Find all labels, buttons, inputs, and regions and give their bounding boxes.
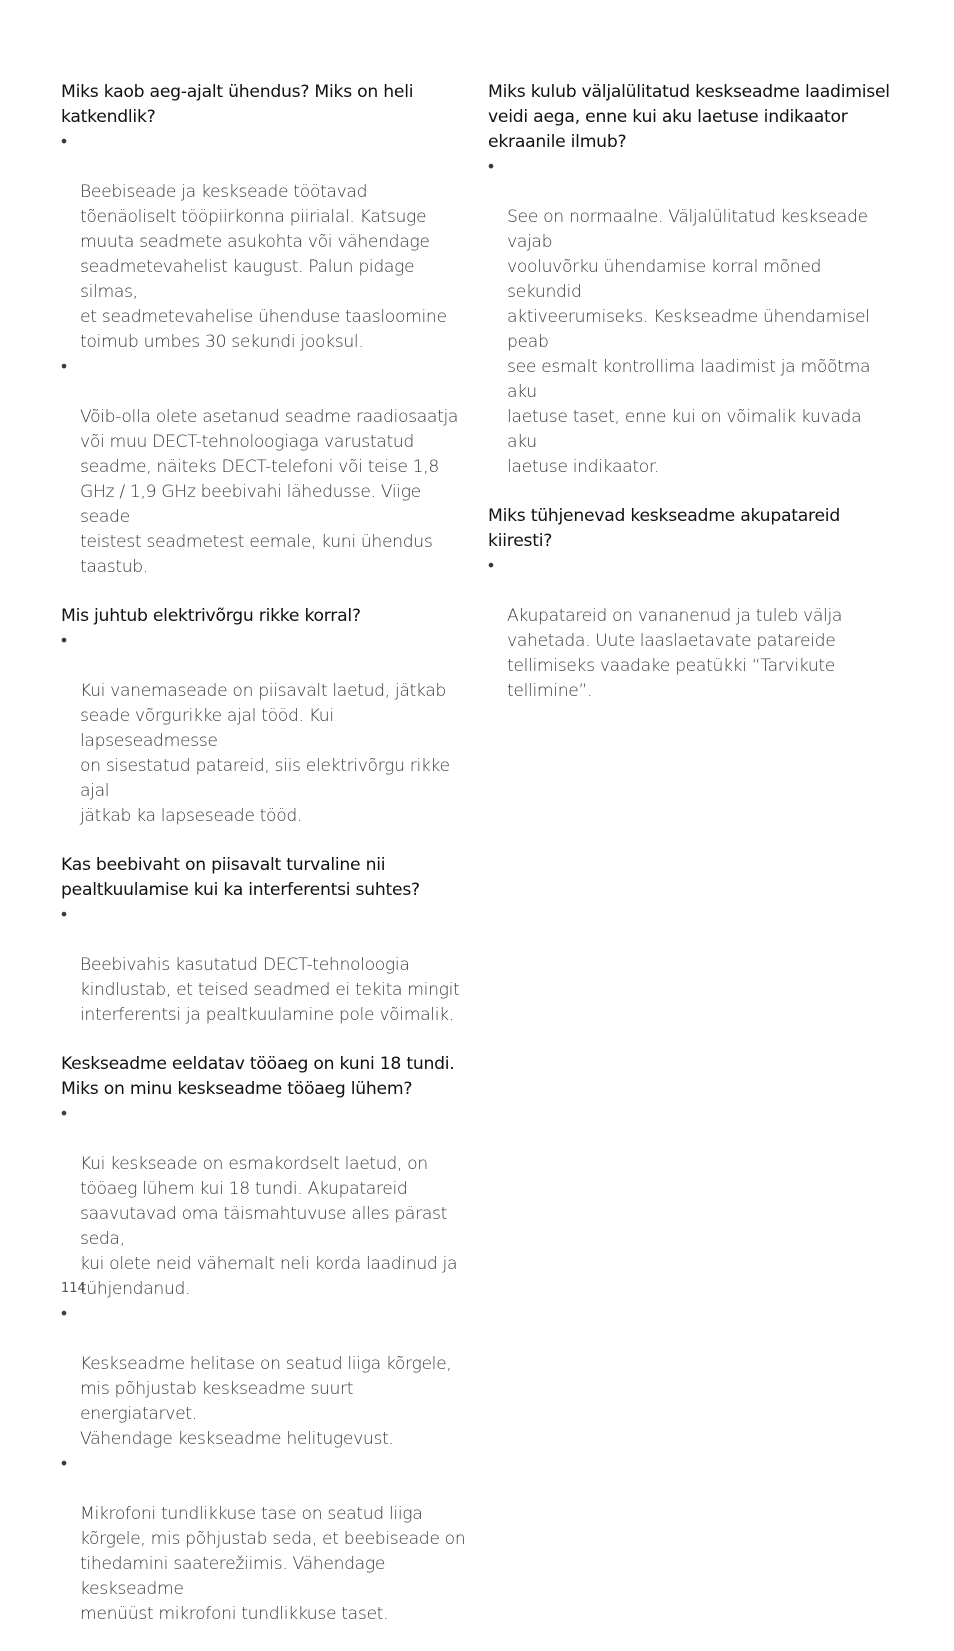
answer-item [61, 1302, 466, 1452]
answer-list [488, 554, 896, 704]
answer-text: Beebiseade ja keskseade töötavad tõenäoliselt tööpiirkonna piirialal. Katsuge muuta seadmete asukohta või vähendage seadmetevahelist kaugust. Palun pidage silmas, et seadmetevahelise ühenduse taasloomine toimub umbes 30 sekundi jooksul. [80, 182, 447, 352]
answer-item [61, 903, 466, 1028]
faq-section [61, 604, 466, 829]
faq-section [488, 504, 896, 704]
answer-text: Mikrofoni tundlikkuse tase on seatud liiga kõrgele, mis põhjustab seda, et beebiseade on tihedamini saaterežiimis. Vähendage keskseadme menüüst mikrofoni tundlikkuse taset. [80, 1504, 466, 1624]
bullet-icon: • [488, 556, 494, 576]
answer-text: See on normaalne. Väljalülitatud keskseade vajab vooluvõrku ühendamise korral mõned sekundid aktiveerumiseks. Keskseadme ühendamisel peab see esmalt kontrollima laadimist ja mõõtma aku laetuse taset, enne kui on võimalik kuvada aku laetuse indikaator. [507, 207, 871, 477]
answer-list [61, 629, 466, 829]
bullet-icon: • [488, 157, 494, 177]
faq-question: Kas beebivaht on piisavalt turvaline nii pealtkuulamise kui ka interferentsi suhtes? [61, 855, 420, 900]
faq-section [61, 80, 466, 580]
answer-item [61, 130, 466, 355]
answer-list [61, 130, 466, 580]
left-column [61, 80, 466, 1651]
right-column [488, 80, 896, 728]
faq-question: Mis juhtub elektrivõrgu rikke korral? [61, 606, 361, 626]
answer-text: Akupatareid on vananenud ja tuleb välja vahetada. Uute laaslaetavate patareide tellimiseks vaadake peatükki “Tarvikute tellimine”. [507, 606, 843, 701]
bullet-icon: • [61, 1104, 67, 1124]
bullet-icon: • [61, 631, 67, 651]
answer-text: Võib-olla olete asetanud seadme raadiosaatja või muu DECT-tehnoloogiaga varustatud seadme, näiteks DECT-telefoni või teise 1,8 GHz / 1,9 GHz beebivahi lähedusse. Viige seade teistest seadmetest eemale, kuni ühendus taastub. [80, 407, 459, 577]
bullet-icon: • [61, 357, 67, 377]
answer-text: Beebivahis kasutatud DECT-tehnoloogia kindlustab, et teised seadmed ei tekita mingit interferentsi ja pealtkuulamine pole võimalik. [80, 955, 460, 1025]
answer-list [61, 903, 466, 1028]
faq-question: Miks tühjenevad keskseadme akupatareid kiiresti? [488, 506, 840, 551]
answer-item [61, 629, 466, 829]
bullet-icon: • [61, 905, 67, 925]
faq-section [61, 853, 466, 1028]
bullet-icon: • [61, 1454, 67, 1474]
faq-section [488, 80, 896, 480]
answer-item [488, 554, 896, 704]
answer-list [488, 155, 896, 480]
answer-text: Kui keskseade on esmakordselt laetud, on tööaeg lühem kui 18 tundi. Akupatareid saavutavad oma täismahtuvuse alles pärast seda, kui olete neid vähemalt neli korda laadinud ja tühjendanud. [80, 1154, 458, 1299]
answer-text: Kui vanemaseade on piisavalt laetud, jätkab seade võrgurikke ajal tööd. Kui lapseseadmesse on sisestatud patareid, siis elektrivõrgu rikke ajal jätkab ka lapseseade tööd. [80, 681, 450, 826]
answer-text: Keskseadme helitase on seatud liiga kõrgele, mis põhjustab keskseadme suurt energiatarvet. Vähendage keskseadme helitugevust. [80, 1354, 452, 1449]
answer-item [61, 1102, 466, 1302]
page-number: 114 [61, 1281, 86, 1296]
faq-section [61, 1052, 466, 1627]
faq-question: Keskseadme eeldatav tööaeg on kuni 18 tundi. Miks on minu keskseadme tööaeg lühem? [61, 1054, 455, 1099]
faq-question: Miks kaob aeg-ajalt ühendus? Miks on heli katkendlik? [61, 82, 414, 127]
answer-list [61, 1102, 466, 1627]
answer-item [61, 355, 466, 580]
answer-item [488, 155, 896, 480]
answer-item [61, 1452, 466, 1627]
bullet-icon: • [61, 132, 67, 152]
bullet-icon: • [61, 1304, 67, 1324]
faq-question: Miks kulub väljalülitatud keskseadme laadimisel veidi aega, enne kui aku laetuse indikaator ekraanile ilmub? [488, 82, 890, 152]
